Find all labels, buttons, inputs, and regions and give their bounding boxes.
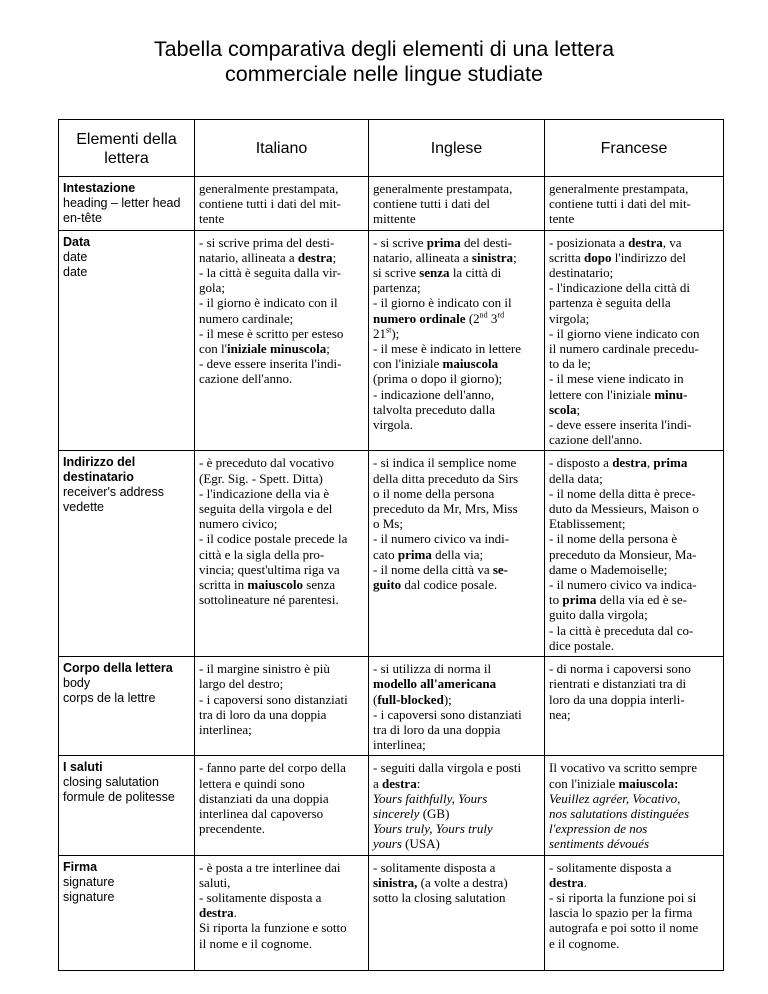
row-title: Indirizzo del	[63, 455, 136, 470]
page-title	[60, 37, 708, 87]
title-line-2: commerciale nelle lingue studiate	[225, 62, 543, 86]
cell-line: numero ordinale (2nd 3rd	[373, 310, 505, 326]
cell-line: interlinea dal capoverso	[199, 805, 324, 821]
row-subtitle: date	[63, 264, 88, 279]
cell-line: - disposto a destra, prima	[549, 455, 688, 471]
row-subtitle: body	[63, 676, 91, 691]
cell-it	[195, 451, 369, 657]
cell-en	[369, 756, 545, 855]
cell-line: sentiments dévoués	[549, 836, 650, 852]
cell-line: - seguiti dalla virgola e posti	[373, 760, 522, 776]
cell-line: della data;	[549, 470, 603, 486]
cell-line: tente	[199, 211, 225, 227]
header-elements-line-1: Elementi della	[76, 130, 177, 148]
row-title: Firma	[63, 859, 98, 874]
cell-line: - solitamente disposta a	[373, 859, 496, 875]
cell-line: - il giorno è indicato con il	[199, 295, 338, 311]
cell-line: il numero cardinale precedu-	[549, 341, 699, 357]
table-row	[59, 756, 724, 855]
cell-line: interlinea;	[199, 721, 252, 737]
header-italiano: Italiano	[195, 120, 369, 177]
cell-line: destra.	[199, 905, 237, 921]
cell-line: - indicazione dell'anno,	[373, 386, 495, 402]
cell-fr	[545, 177, 724, 231]
table-row	[59, 177, 724, 231]
cell-line: loro da una doppia interli-	[549, 691, 685, 707]
row-header	[59, 756, 195, 855]
row-subtitle: date	[63, 249, 88, 264]
cell-line: - si indica il semplice nome	[373, 455, 517, 471]
cell-line: preceduto da Monsieur, Ma-	[549, 546, 697, 562]
row-header	[59, 230, 195, 451]
cell-line: rientrati e distanziati tra di	[549, 676, 687, 692]
cell-line: - deve essere inserita l'indi-	[199, 356, 342, 372]
cell-line: - il nome della persona è	[549, 531, 678, 547]
header-elements	[59, 120, 195, 177]
cell-line: (full-blocked);	[373, 691, 452, 707]
cell-line: guito dal codice posale.	[373, 577, 498, 593]
cell-line: Etablissement;	[549, 516, 626, 532]
cell-line: partenza è seguita della	[549, 295, 671, 311]
row-subtitle: heading – letter head	[63, 196, 181, 210]
cell-line: con l'iniziale maiuscola:	[549, 775, 679, 791]
row-subtitle: signature	[63, 874, 115, 889]
cell-line: - il numero civico va indi-	[373, 531, 510, 547]
cell-line: sotto la closing salutation	[373, 889, 506, 905]
cell-line: modello all'americana	[373, 676, 497, 692]
cell-line: lascia lo spazio per la firma	[549, 905, 693, 921]
cell-line: città e la sigla della pro-	[199, 546, 325, 562]
cell-line: partenza;	[373, 280, 421, 296]
cell-line: cato prima della via;	[373, 546, 484, 562]
cell-it	[195, 230, 369, 451]
row-subtitle: formule de politesse	[63, 790, 175, 805]
cell-line: yours (USA)	[373, 836, 440, 852]
cell-line: numero cardinale;	[199, 310, 294, 326]
cell-line: contiene tutti i dati del	[373, 196, 490, 212]
cell-line: - si scrive prima del desti-	[199, 234, 335, 250]
cell-line: dice postale.	[549, 637, 614, 653]
cell-line: tente	[549, 211, 575, 227]
cell-it	[195, 855, 369, 970]
row-subtitle: en-tête	[63, 211, 102, 225]
table-body	[59, 177, 724, 971]
header-francese: Francese	[545, 120, 724, 177]
cell-line: destra.	[549, 874, 587, 890]
cell-line: vincia; quest'ultima riga va	[199, 561, 340, 577]
cell-fr	[545, 855, 724, 970]
cell-line: Il vocativo va scritto sempre	[549, 760, 698, 776]
cell-line: cazione dell'anno.	[199, 371, 293, 387]
cell-fr	[545, 657, 724, 756]
title-line-1: Tabella comparativa degli elementi di una lettera	[153, 37, 615, 61]
cell-en	[369, 177, 545, 231]
row-title: Corpo della lettera	[63, 661, 173, 676]
row-header	[59, 657, 195, 756]
row-title: Intestazione	[63, 181, 136, 195]
cell-line: guito dalla virgola;	[549, 607, 648, 623]
cell-line: nea;	[549, 706, 571, 722]
row-title: destinatario	[63, 470, 134, 485]
cell-line: - il giorno viene indicato con	[549, 325, 700, 341]
header-inglese: Inglese	[369, 120, 545, 177]
table-row	[59, 855, 724, 970]
cell-line: numero civico;	[199, 516, 278, 532]
cell-en	[369, 855, 545, 970]
cell-line: - il nome della ditta è prece-	[549, 485, 696, 501]
row-subtitle: corps de la lettre	[63, 691, 156, 706]
cell-line: a destra:	[373, 775, 421, 791]
row-header	[59, 177, 195, 231]
cell-line: 21st);	[373, 325, 400, 341]
cell-line: gola;	[199, 280, 225, 296]
cell-line: cazione dell'anno.	[549, 432, 643, 448]
cell-line: - l'indicazione della via è	[199, 485, 330, 501]
cell-line: virgola.	[373, 417, 413, 433]
cell-it	[195, 177, 369, 231]
cell-line: - il mese viene indicato in	[549, 371, 684, 387]
table-row	[59, 230, 724, 451]
comparison-table	[58, 119, 724, 971]
cell-line: con l'iniziale maiuscola	[373, 356, 499, 372]
cell-line: Si riporta la funzione e sotto	[199, 920, 347, 936]
row-header	[59, 451, 195, 657]
cell-line: (prima o dopo il giorno);	[373, 371, 503, 387]
cell-line: natario, allineata a sinistra;	[373, 249, 517, 265]
cell-line: - solitamente disposta a	[549, 859, 672, 875]
cell-line: - è preceduto dal vocativo	[199, 455, 334, 471]
cell-line: - il codice postale precede la	[199, 531, 348, 547]
cell-line: (Egr. Sig. - Spett. Ditta)	[199, 470, 323, 486]
cell-line: contiene tutti i dati del mit-	[549, 196, 691, 212]
cell-line: generalmente prestampata,	[549, 181, 689, 196]
cell-line: - posizionata a destra, va	[549, 234, 682, 250]
cell-line: natario, allineata a destra;	[199, 249, 337, 265]
cell-line: - il mese è scritto per esteso	[199, 325, 344, 341]
cell-line: della ditta preceduto da Sirs	[373, 470, 519, 486]
header-elements-line-2: lettera	[104, 149, 149, 167]
cell-line: destinatario;	[549, 265, 614, 281]
cell-line: scola;	[549, 401, 581, 417]
cell-line: mittente	[373, 211, 416, 227]
cell-line: seguita della virgola e del	[199, 501, 333, 517]
cell-line: l'expression de nos	[549, 821, 648, 837]
row-title: Data	[63, 234, 91, 249]
row-subtitle: receiver's address	[63, 485, 165, 500]
cell-line: sinistra, (a volte a destra)	[373, 874, 508, 890]
cell-line: virgola;	[549, 310, 590, 326]
cell-line: talvolta preceduto dalla	[373, 401, 496, 417]
cell-line: sottolineature né parentesi.	[199, 592, 339, 608]
cell-line: si scrive senza la città di	[373, 265, 502, 281]
cell-fr	[545, 756, 724, 855]
table-header-row	[59, 120, 724, 177]
cell-line: con l'iniziale minuscola;	[199, 341, 330, 357]
row-subtitle: signature	[63, 889, 115, 904]
cell-line: e il cognome.	[549, 935, 620, 951]
cell-en	[369, 451, 545, 657]
cell-line: sincerely (GB)	[373, 805, 450, 821]
cell-line: - solitamente disposta a	[199, 889, 322, 905]
cell-line: - i capoversi sono distanziati	[373, 706, 522, 722]
row-subtitle: closing salutation	[63, 775, 159, 790]
row-title: I saluti	[63, 760, 103, 775]
cell-line: distanziati da una doppia	[199, 790, 329, 806]
cell-line: Yours truly, Yours truly	[373, 821, 493, 837]
cell-fr	[545, 451, 724, 657]
cell-line: tra di loro da una doppia	[373, 721, 501, 737]
cell-line: - il nome della città va se-	[373, 561, 509, 577]
cell-line: to prima della via ed è se-	[549, 592, 687, 608]
cell-line: tra di loro da una doppia	[199, 706, 327, 722]
table-row	[59, 657, 724, 756]
cell-line: - il mese è indicato in lettere	[373, 341, 521, 357]
cell-it	[195, 657, 369, 756]
cell-line: preceduto da Mr, Mrs, Miss	[373, 501, 518, 517]
cell-line: contiene tutti i dati del mit-	[199, 196, 341, 212]
cell-line: Yours faithfully, Yours	[373, 790, 488, 806]
cell-line: - il numero civico va indica-	[549, 577, 697, 593]
row-header	[59, 855, 195, 970]
cell-line: generalmente prestampata,	[373, 181, 513, 196]
cell-en	[369, 230, 545, 451]
cell-line: o Ms;	[373, 516, 403, 532]
cell-line: duto da Messieurs, Maison o	[549, 501, 699, 517]
cell-line: - il giorno è indicato con il	[373, 295, 512, 311]
cell-line: saluti,	[199, 874, 231, 890]
cell-line: - si riporta la funzione poi si	[549, 889, 697, 905]
cell-line: - la città è preceduta dal co-	[549, 622, 694, 638]
cell-line: interlinea;	[373, 737, 426, 753]
cell-line: - è posta a tre interlinee dai	[199, 859, 341, 875]
cell-line: generalmente prestampata,	[199, 181, 339, 196]
cell-line: dame o Mademoiselle;	[549, 561, 668, 577]
cell-line: largo del destro;	[199, 676, 284, 692]
cell-line: scritta dopo l'indirizzo del	[549, 249, 687, 265]
cell-fr	[545, 230, 724, 451]
cell-line: to da le;	[549, 356, 591, 372]
cell-line: il nome e il cognome.	[199, 935, 313, 951]
cell-it	[195, 756, 369, 855]
cell-line: Veuillez agréer, Vocativo,	[549, 790, 681, 806]
row-subtitle: vedette	[63, 500, 105, 515]
cell-line: autografa e poi sotto il nome	[549, 920, 699, 936]
cell-line: nos salutations distinguées	[549, 805, 690, 821]
cell-line: - i capoversi sono distanziati	[199, 691, 348, 707]
cell-line: o il nome della persona	[373, 485, 495, 501]
cell-line: lettere con l'iniziale minu-	[549, 386, 688, 402]
table-row	[59, 451, 724, 657]
cell-line: precendente.	[199, 821, 266, 837]
cell-line: - l'indicazione della città di	[549, 280, 690, 296]
cell-en	[369, 657, 545, 756]
cell-line: - si scrive prima del desti-	[373, 234, 513, 250]
cell-line: - fanno parte del corpo della	[199, 760, 346, 776]
cell-line: scritta in maiuscolo senza	[199, 577, 336, 593]
cell-line: - di norma i capoversi sono	[549, 661, 691, 677]
cell-line: - il margine sinistro è più	[199, 661, 330, 677]
cell-line: - si utilizza di norma il	[373, 661, 492, 677]
cell-line: - la città è seguita dalla vir-	[199, 265, 341, 281]
cell-line: lettera e quindi sono	[199, 775, 305, 791]
cell-line: - deve essere inserita l'indi-	[549, 417, 692, 433]
